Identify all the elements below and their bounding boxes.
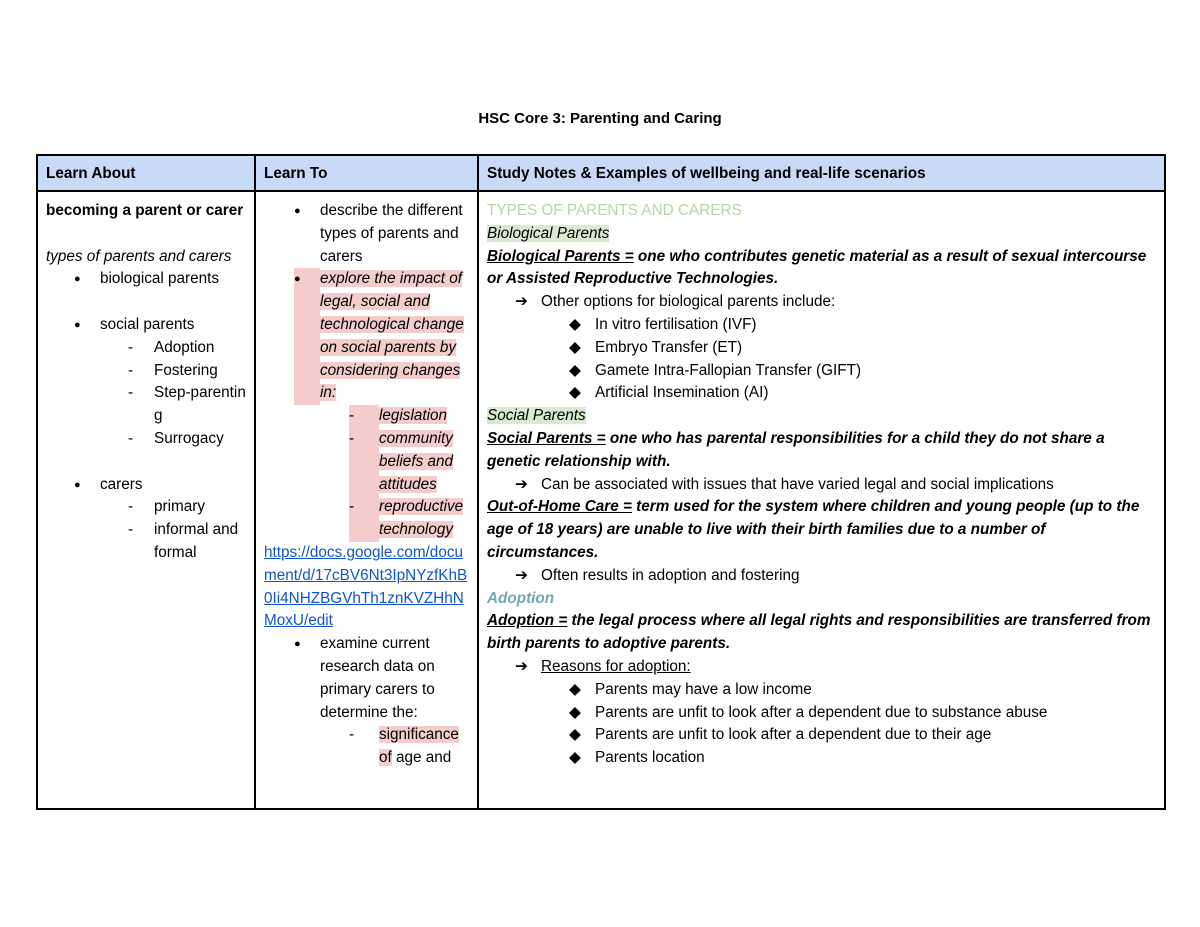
list-item: ➔ Can be associated with issues that have varied legal and social implications [487,474,1156,497]
list-item: ● explore the impact of legal, social and technological change on social parents by considering changes in: [264,268,469,405]
list-item: ◆ Embryo Transfer (ET) [487,337,1156,360]
table-row [37,191,1165,809]
doc-link[interactable]: https://docs.google.com/document/d/17cBV6Nt3IpNYzfKhB0Ii4NHZBGVhTh1znKVZHhNMoxU/edit [264,543,468,630]
definition-biological: Biological Parents = one who contributes genetic material as a result of sexual intercourse or Assisted Reproductive Technologies. [487,247,1147,288]
arrow-icon: ➔ [515,293,528,311]
arrow-icon: ➔ [515,566,528,584]
list-item: ➔ Often results in adoption and fostering [487,565,1156,588]
list-item: ◆ Gamete Intra-Fallopian Transfer (GIFT) [487,360,1156,383]
list-item: ◆ Artificial Insemination (AI) [487,382,1156,405]
list-item: ● biological parents [46,268,246,291]
list-item: ➔ Reasons for adoption: [487,656,1156,679]
list-item: - community beliefs and attitudes [264,428,469,496]
definition-social: Social Parents = one who has parental responsibilities for a child they do not share a genetic relationship with. [487,429,1105,470]
list-item: - Surrogacy [128,429,224,447]
list-item: ◆ Parents are unfit to look after a dependent due to their age [487,724,1156,747]
list-item: - primary [128,498,205,516]
section-heading: TYPES OF PARENTS AND CARERS [487,202,742,219]
diamond-icon: ◆ [569,726,581,744]
types-label: types of parents and carers [46,247,232,265]
subheading-biological: Biological Parents [487,224,610,242]
arrow-icon: ➔ [515,475,528,493]
list-item: - informal and formal [128,521,239,561]
list-item: ◆ Parents location [487,747,1156,770]
list-item: ● examine current research data on primary carers to determine the: [264,633,469,724]
list-item: - legislation [264,405,469,428]
list-item: - Adoption [128,338,215,356]
header-study-notes: Study Notes & Examples of wellbeing and real-life scenarios [478,155,1165,191]
subheading-adoption: Adoption [487,589,555,607]
table-header-row [37,155,1165,191]
list-item: - Step-parenting [128,384,246,425]
arrow-icon: ➔ [515,657,528,675]
study-notes-cell [478,191,1165,809]
list-item: ● social parents [46,314,246,337]
diamond-icon: ◆ [569,749,581,767]
header-learn-about: Learn About [37,155,255,191]
notes-table [36,154,1166,810]
learn-to-cell [255,191,478,809]
page-title: HSC Core 3: Parenting and Caring [478,110,722,127]
bullet-marker: ● [294,268,320,405]
list-item: - reproductive technology [264,496,469,542]
diamond-icon: ◆ [569,338,581,356]
diamond-icon: ◆ [569,361,581,379]
list-item: - Fostering [128,361,218,379]
bullet-marker: ● [74,318,81,331]
diamond-icon: ◆ [569,680,581,698]
list-item: ● carers [46,474,246,497]
definition-out-of-home-care: Out-of-Home Care = term used for the system where children and young people (up to the age of 18 years) are unable to live with their birth families due to a number of circumstances. [487,498,1140,561]
list-item: ◆ Parents are unfit to look after a dependent due to substance abuse [487,702,1156,725]
learn-about-cell [37,191,255,809]
header-learn-to: Learn To [255,155,478,191]
subheading-social: Social Parents [487,407,586,425]
diamond-icon: ◆ [569,703,581,721]
learn-about-heading: becoming a parent or carer [46,202,244,219]
list-item: ➔ Other options for biological parents include: [487,291,1156,314]
bullet-marker: ● [74,273,81,286]
diamond-icon: ◆ [569,384,581,402]
bullet-marker: ● [294,638,301,651]
list-item: ◆ Parents may have a low income [487,679,1156,702]
diamond-icon: ◆ [569,315,581,333]
list-item: ◆ In vitro fertilisation (IVF) [487,314,1156,337]
list-item: ● describe the different types of parents and carers [264,200,469,268]
bullet-marker: ● [294,205,301,217]
bullet-marker: ● [74,478,81,491]
definition-adoption: Adoption = the legal process where all legal rights and responsibilities are transferred from birth parents to adoptive parents. [487,612,1151,653]
list-item: - significance of age and [349,726,459,767]
